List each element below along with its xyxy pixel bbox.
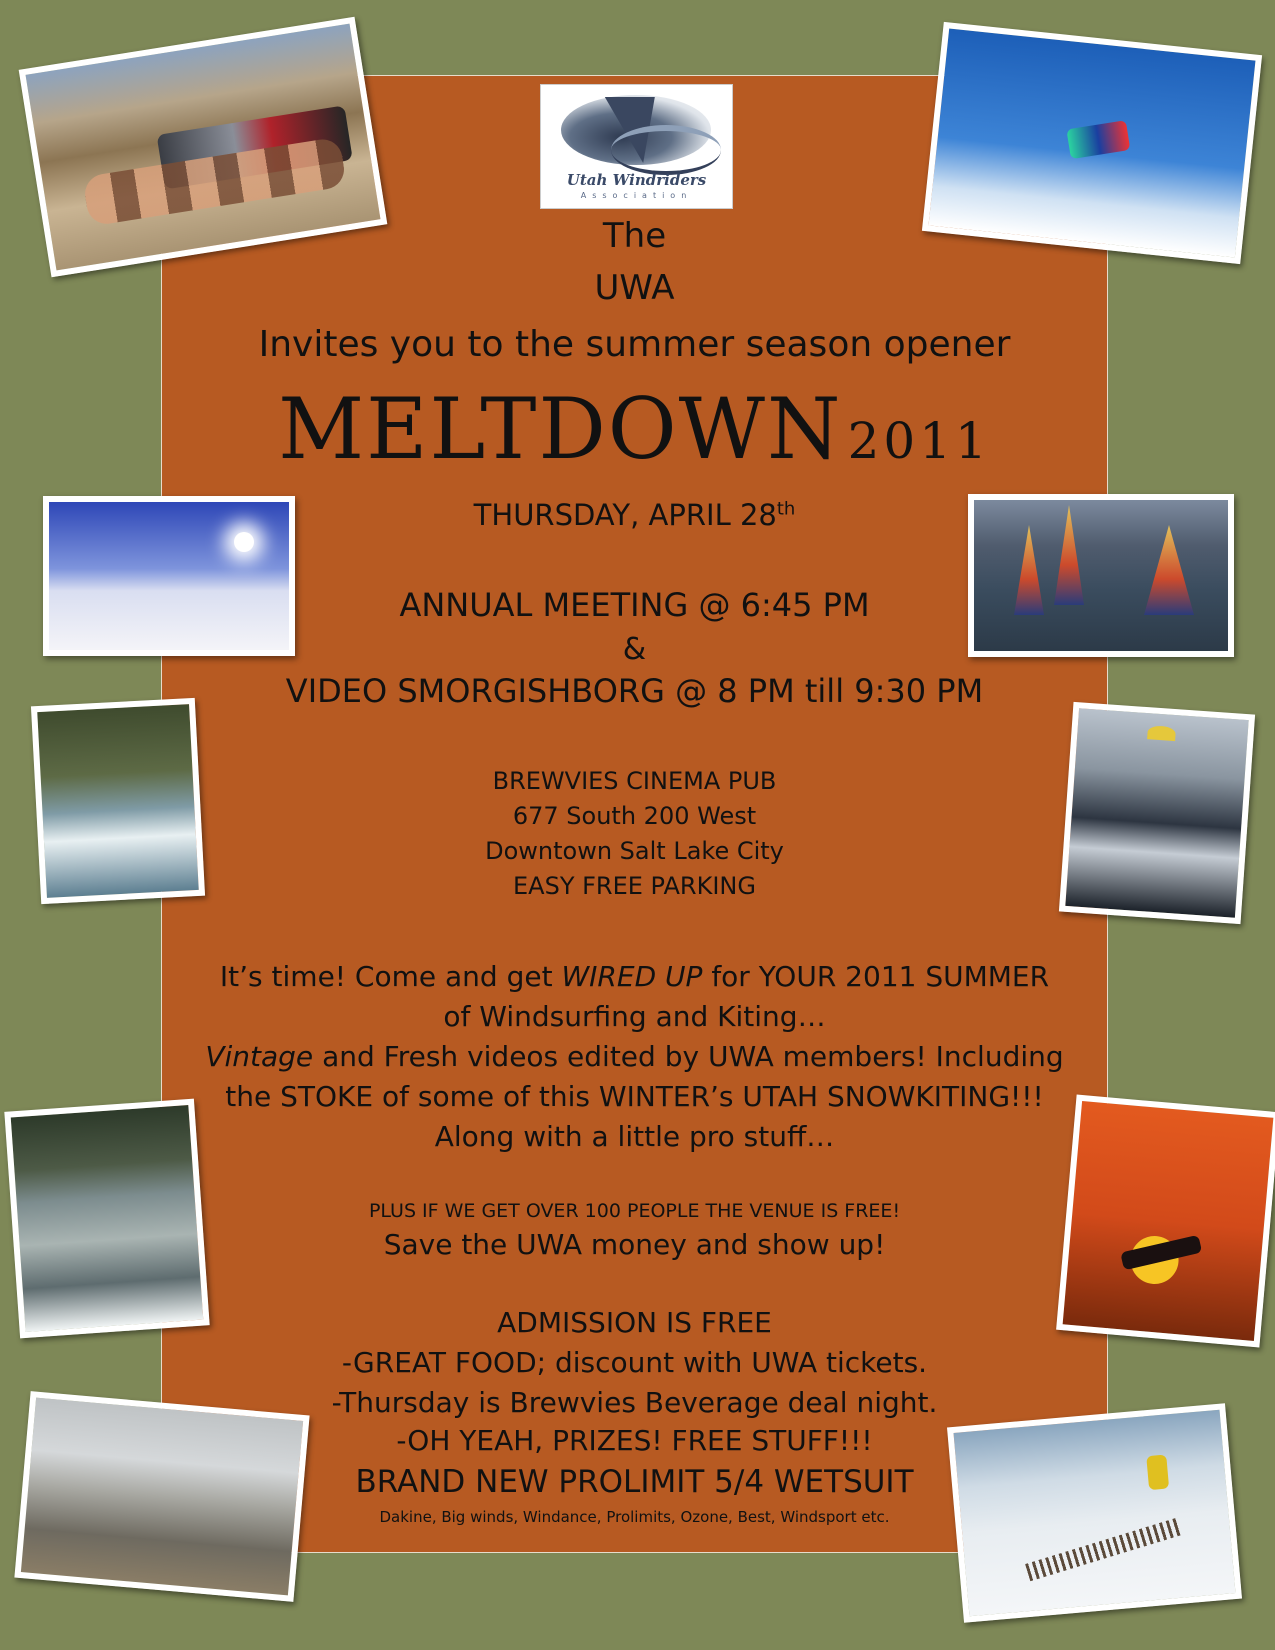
admission-food: -GREAT FOOD; discount with UWA tickets. [341, 1346, 928, 1379]
admission-prizes: -OH YEAH, PRIZES! FREE STUFF!!! [396, 1424, 873, 1457]
venue-name: BREWVIES CINEMA PUB [492, 767, 777, 795]
uwa-logo [540, 84, 733, 209]
header-the: The [602, 216, 667, 256]
admission-beverage: -Thursday is Brewvies Beverage deal night. [331, 1386, 938, 1419]
ampersand: & [622, 632, 647, 667]
annual-meeting: ANNUAL MEETING @ 6:45 PM [399, 586, 870, 624]
admission-wetsuit: BRAND NEW PROLIMIT 5/4 WETSUIT [355, 1464, 914, 1500]
body-line-1: It’s time! Come and get WIRED UP for YOUR 2011 SUMMER [219, 960, 1050, 993]
header-invite: Invites you to the summer season opener [258, 324, 1011, 365]
venue-parking: EASY FREE PARKING [513, 872, 756, 900]
event-year: 2011 [847, 412, 991, 470]
logo-sub: Association [580, 191, 693, 200]
body-line-2: of Windsurfing and Kiting… [443, 1000, 826, 1033]
venue-city: Downtown Salt Lake City [485, 837, 784, 865]
body-line-4: the STOKE of some of this WINTER’s UTAH SNOWKITING!!! [225, 1080, 1044, 1113]
admission-sponsors: Dakine, Big winds, Windance, Prolimits, Ozone, Best, Windsport etc. [379, 1508, 890, 1526]
event-title: MELTDOWN [278, 380, 843, 478]
event-title-row [161, 380, 1108, 480]
body-line-3: Vintage and Fresh videos edited by UWA members! Including [205, 1040, 1064, 1073]
promo-line-1: PLUS IF WE GET OVER 100 PEOPLE THE VENUE IS FREE! [368, 1200, 901, 1222]
promo-line-2: Save the UWA money and show up! [383, 1228, 886, 1261]
body-line-5: Along with a little pro stuff… [434, 1120, 835, 1153]
header-uwa: UWA [594, 268, 675, 308]
logo-name: Utah Windriders [566, 171, 707, 189]
venue-address: 677 South 200 West [512, 802, 757, 830]
video-showing: VIDEO SMORGISHBORG @ 8 PM till 9:30 PM [285, 672, 984, 710]
admission-title: ADMISSION IS FREE [497, 1306, 772, 1339]
event-date: THURSDAY, APRIL 28th [473, 498, 796, 532]
